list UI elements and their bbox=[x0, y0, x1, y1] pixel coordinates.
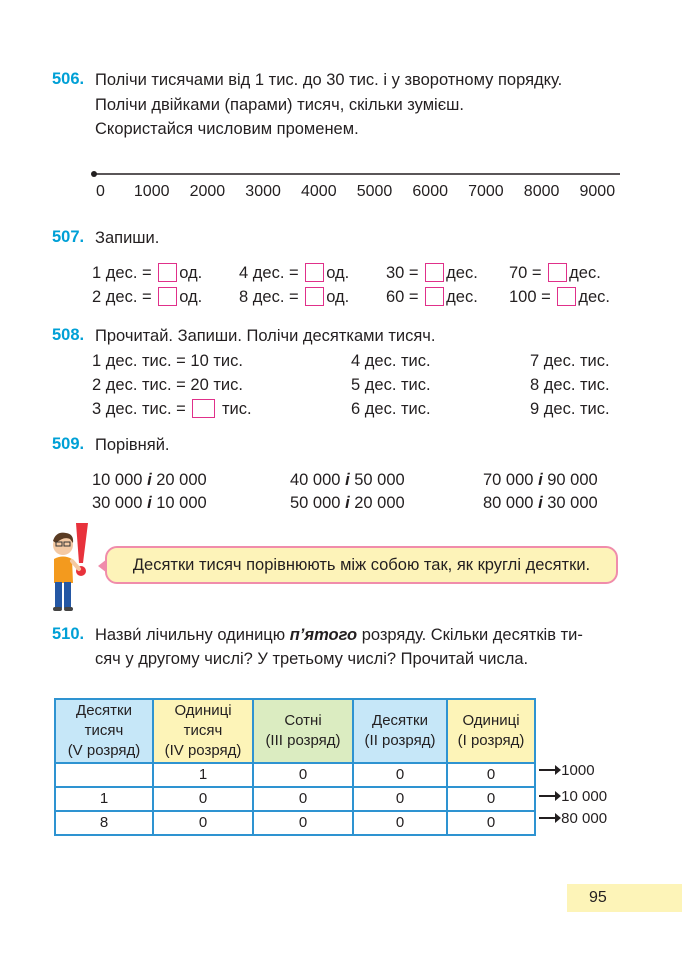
exercise-507-title: Запиши. bbox=[95, 229, 160, 247]
answer-box[interactable] bbox=[158, 263, 177, 282]
answer-box[interactable] bbox=[557, 287, 576, 306]
arrow-right-icon bbox=[539, 817, 557, 819]
arrow-right-icon bbox=[539, 769, 557, 771]
compare-pair: 30 000 і 10 000 bbox=[92, 494, 207, 512]
exercise-509-number: 509. bbox=[52, 435, 85, 453]
answer-box[interactable] bbox=[192, 399, 215, 418]
compare-pair: 40 000 і 50 000 bbox=[290, 471, 405, 489]
number-line-label: 4000 bbox=[301, 183, 337, 200]
exercise-506-number: 506. bbox=[52, 70, 85, 88]
number-line-label: 3000 bbox=[245, 183, 281, 200]
number-line-label: 6000 bbox=[412, 183, 448, 200]
exercise-506-line-1: Полічи тисячами від 1 тис. до 30 тис. і у зворотному порядку. bbox=[95, 71, 563, 89]
answer-box[interactable] bbox=[305, 287, 324, 306]
number-line-label: 8000 bbox=[523, 183, 560, 200]
exercise-508-c3-r2: 8 дес. тис. bbox=[530, 376, 610, 394]
number-line bbox=[90, 164, 625, 204]
rank-table bbox=[54, 698, 536, 836]
table-row bbox=[55, 811, 535, 835]
exercise-508-c3-r1: 7 дес. тис. bbox=[530, 352, 610, 370]
compare-pair: 80 000 і 30 000 bbox=[483, 494, 598, 512]
table-cell: 0 bbox=[353, 811, 447, 835]
answer-box[interactable] bbox=[548, 263, 567, 282]
number-line-label: 5000 bbox=[356, 183, 393, 200]
answer-box[interactable] bbox=[158, 287, 177, 306]
exercise-507-r1-b: 4 дес. = од. bbox=[239, 264, 350, 282]
answer-box[interactable] bbox=[425, 287, 444, 306]
boy-shoe-left bbox=[53, 607, 62, 611]
exercise-507-r1-c: 30 = дес. bbox=[386, 264, 478, 282]
exercise-508-c2-r2: 5 дес. тис. bbox=[351, 376, 431, 394]
exercise-507-number: 507. bbox=[52, 228, 85, 246]
exercise-507-r2-a: 2 дес. = од. bbox=[92, 288, 203, 306]
header-tens: Десятки (ІІ розряд) bbox=[353, 699, 447, 763]
answer-box[interactable] bbox=[305, 263, 324, 282]
rule-callout: Десятки тисяч порівнюють між собою так, як круглі десятки. bbox=[105, 546, 618, 584]
exercise-508-c1-r2: 2 дес. тис. = 20 тис. bbox=[92, 376, 243, 394]
result-10000: 10 000 bbox=[539, 788, 607, 805]
exercise-508-number: 508. bbox=[52, 326, 85, 344]
compare-pair: 70 000 і 90 000 bbox=[483, 471, 598, 489]
exercise-509-title: Порівняй. bbox=[95, 436, 170, 454]
table-cell: 0 bbox=[153, 787, 253, 811]
table-cell: 0 bbox=[253, 787, 353, 811]
answer-box[interactable] bbox=[425, 263, 444, 282]
exercise-510-line-2: сяч у другому числі? У третьому числі? Прочитай числа. bbox=[95, 650, 529, 668]
compare-pair: 10 000 і 20 000 bbox=[92, 471, 207, 489]
exercise-508-c1-r3: 3 дес. тис. = тис. bbox=[92, 400, 252, 418]
boy-exclamation-illustration bbox=[46, 519, 102, 615]
number-line-origin-dot bbox=[91, 171, 97, 177]
header-hundreds: Сотні (ІІІ розряд) bbox=[253, 699, 353, 763]
table-cell bbox=[55, 763, 153, 787]
exercise-507-r1-a: 1 дес. = од. bbox=[92, 264, 203, 282]
exercise-510-number: 510. bbox=[52, 625, 85, 643]
table-cell: 0 bbox=[447, 811, 535, 835]
number-line-label: 1000 bbox=[133, 183, 170, 200]
table-cell: 1 bbox=[153, 763, 253, 787]
exercise-506-line-2: Полічи двійками (парами) тисяч, скільки зумієш. bbox=[95, 96, 464, 114]
boy-arm bbox=[72, 561, 79, 569]
header-ten-thousands: Десятки тисяч (V розряд) bbox=[55, 699, 153, 763]
table-cell: 8 bbox=[55, 811, 153, 835]
table-row bbox=[55, 763, 535, 787]
exercise-508-c2-r1: 4 дес. тис. bbox=[351, 352, 431, 370]
exercise-508-c2-r3: 6 дес. тис. bbox=[351, 400, 431, 418]
exercise-507-r1-d: 70 = дес. bbox=[509, 264, 601, 282]
table-row bbox=[55, 787, 535, 811]
table-cell: 0 bbox=[447, 763, 535, 787]
table-cell: 0 bbox=[253, 763, 353, 787]
compare-pair: 50 000 і 20 000 bbox=[290, 494, 405, 512]
exercise-508-c1-r1: 1 дес. тис. = 10 тис. bbox=[92, 352, 243, 370]
exercise-506-line-3: Скористайся числовим променем. bbox=[95, 120, 359, 138]
table-cell: 0 bbox=[353, 787, 447, 811]
exclamation-bar bbox=[76, 523, 88, 563]
boy-leg-right bbox=[64, 582, 71, 608]
boy-leg-left bbox=[55, 582, 62, 608]
exercise-508-c3-r3: 9 дес. тис. bbox=[530, 400, 610, 418]
page-number: 95 bbox=[567, 884, 682, 912]
number-line-label: 9000 bbox=[579, 183, 616, 200]
exercise-510-line-1: Назви́ лічильну одиницю п’ятого розряду. Скільки десятків ти- bbox=[95, 626, 583, 644]
number-line-label: 2000 bbox=[189, 183, 226, 200]
table-cell: 1 bbox=[55, 787, 153, 811]
rank-table-header-row bbox=[55, 699, 535, 763]
header-units: Одиниці (І розряд) bbox=[447, 699, 535, 763]
table-cell: 0 bbox=[253, 811, 353, 835]
number-line-label: 7000 bbox=[468, 183, 504, 200]
header-thousands: Одиниці тисяч (IV розряд) bbox=[153, 699, 253, 763]
exercise-507-r2-b: 8 дес. = од. bbox=[239, 288, 350, 306]
table-cell: 0 bbox=[353, 763, 447, 787]
result-1000: 1000 bbox=[539, 762, 595, 779]
arrow-right-icon bbox=[539, 795, 557, 797]
boy-shoe-right bbox=[64, 607, 73, 611]
table-cell: 0 bbox=[153, 811, 253, 835]
result-80000: 80 000 bbox=[539, 810, 607, 827]
exercise-508-title: Прочитай. Запиши. Полічи десятками тисяч. bbox=[95, 327, 436, 345]
exercise-507-r2-c: 60 = дес. bbox=[386, 288, 478, 306]
exercise-507-r2-d: 100 = дес. bbox=[509, 288, 610, 306]
table-cell: 0 bbox=[447, 787, 535, 811]
number-line-label: 0 bbox=[96, 183, 105, 200]
